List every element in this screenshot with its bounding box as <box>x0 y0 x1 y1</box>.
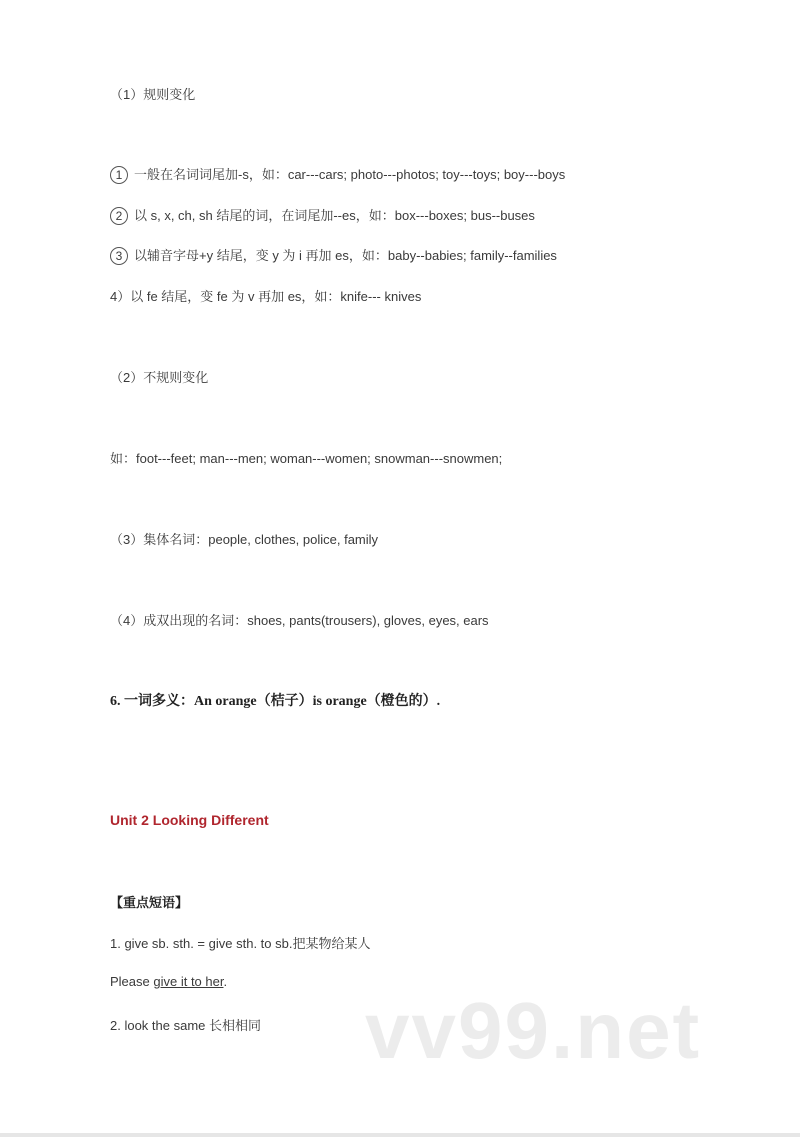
page-bottom-edge <box>0 1133 800 1137</box>
section-pairs: （4）成双出现的名词：shoes, pants(trousers), gloves, eyes, ears <box>110 613 489 628</box>
phrase-2: 2. look the same 长相相同 <box>110 1018 261 1033</box>
rule-1 <box>110 164 565 184</box>
rule-text: 以辅音字母+y 结尾，变 y 为 i 再加 es，如：baby--babies; family--families <box>134 248 557 263</box>
rule-2 <box>110 205 535 225</box>
circled-number: 1 <box>110 166 128 184</box>
irregular-examples: 如：foot---feet; man---men; woman---women; snowman---snowmen; <box>110 451 503 466</box>
section-irregular: （2）不规则变化 <box>110 370 209 385</box>
polysemy-heading: 6. 一词多义：An orange（桔子）is orange（橙色的）. <box>110 694 441 709</box>
rule-text: 以 s, x, ch, sh 结尾的词，在词尾加--es，如：box---boxes; bus--buses <box>134 208 535 223</box>
rule-text: 一般在名词词尾加-s，如：car---cars; photo---photos; toy---toys; boy---boys <box>134 167 566 182</box>
phrase-1: 1. give sb. sth. = give sth. to sb.把某物给某人 <box>110 936 371 951</box>
example-sentence <box>110 974 227 989</box>
example-text: Please <box>110 974 154 989</box>
circled-number: 2 <box>110 207 128 225</box>
unit-title: Unit 2 Looking Different <box>110 812 269 828</box>
section-regular: （1）规则变化 <box>110 87 196 102</box>
example-text: . <box>223 974 228 989</box>
key-phrases-heading: 【重点短语】 <box>110 895 189 910</box>
rule-4: 4）以 fe 结尾，变 fe 为 v 再加 es，如：knife--- knives <box>110 289 422 304</box>
watermark: vv99.net <box>365 986 702 1075</box>
underlined-phrase: give it to her <box>153 974 224 989</box>
circled-number: 3 <box>110 247 128 265</box>
section-collective: （3）集体名词：people, clothes, police, family <box>110 532 379 547</box>
rule-3 <box>110 245 557 265</box>
